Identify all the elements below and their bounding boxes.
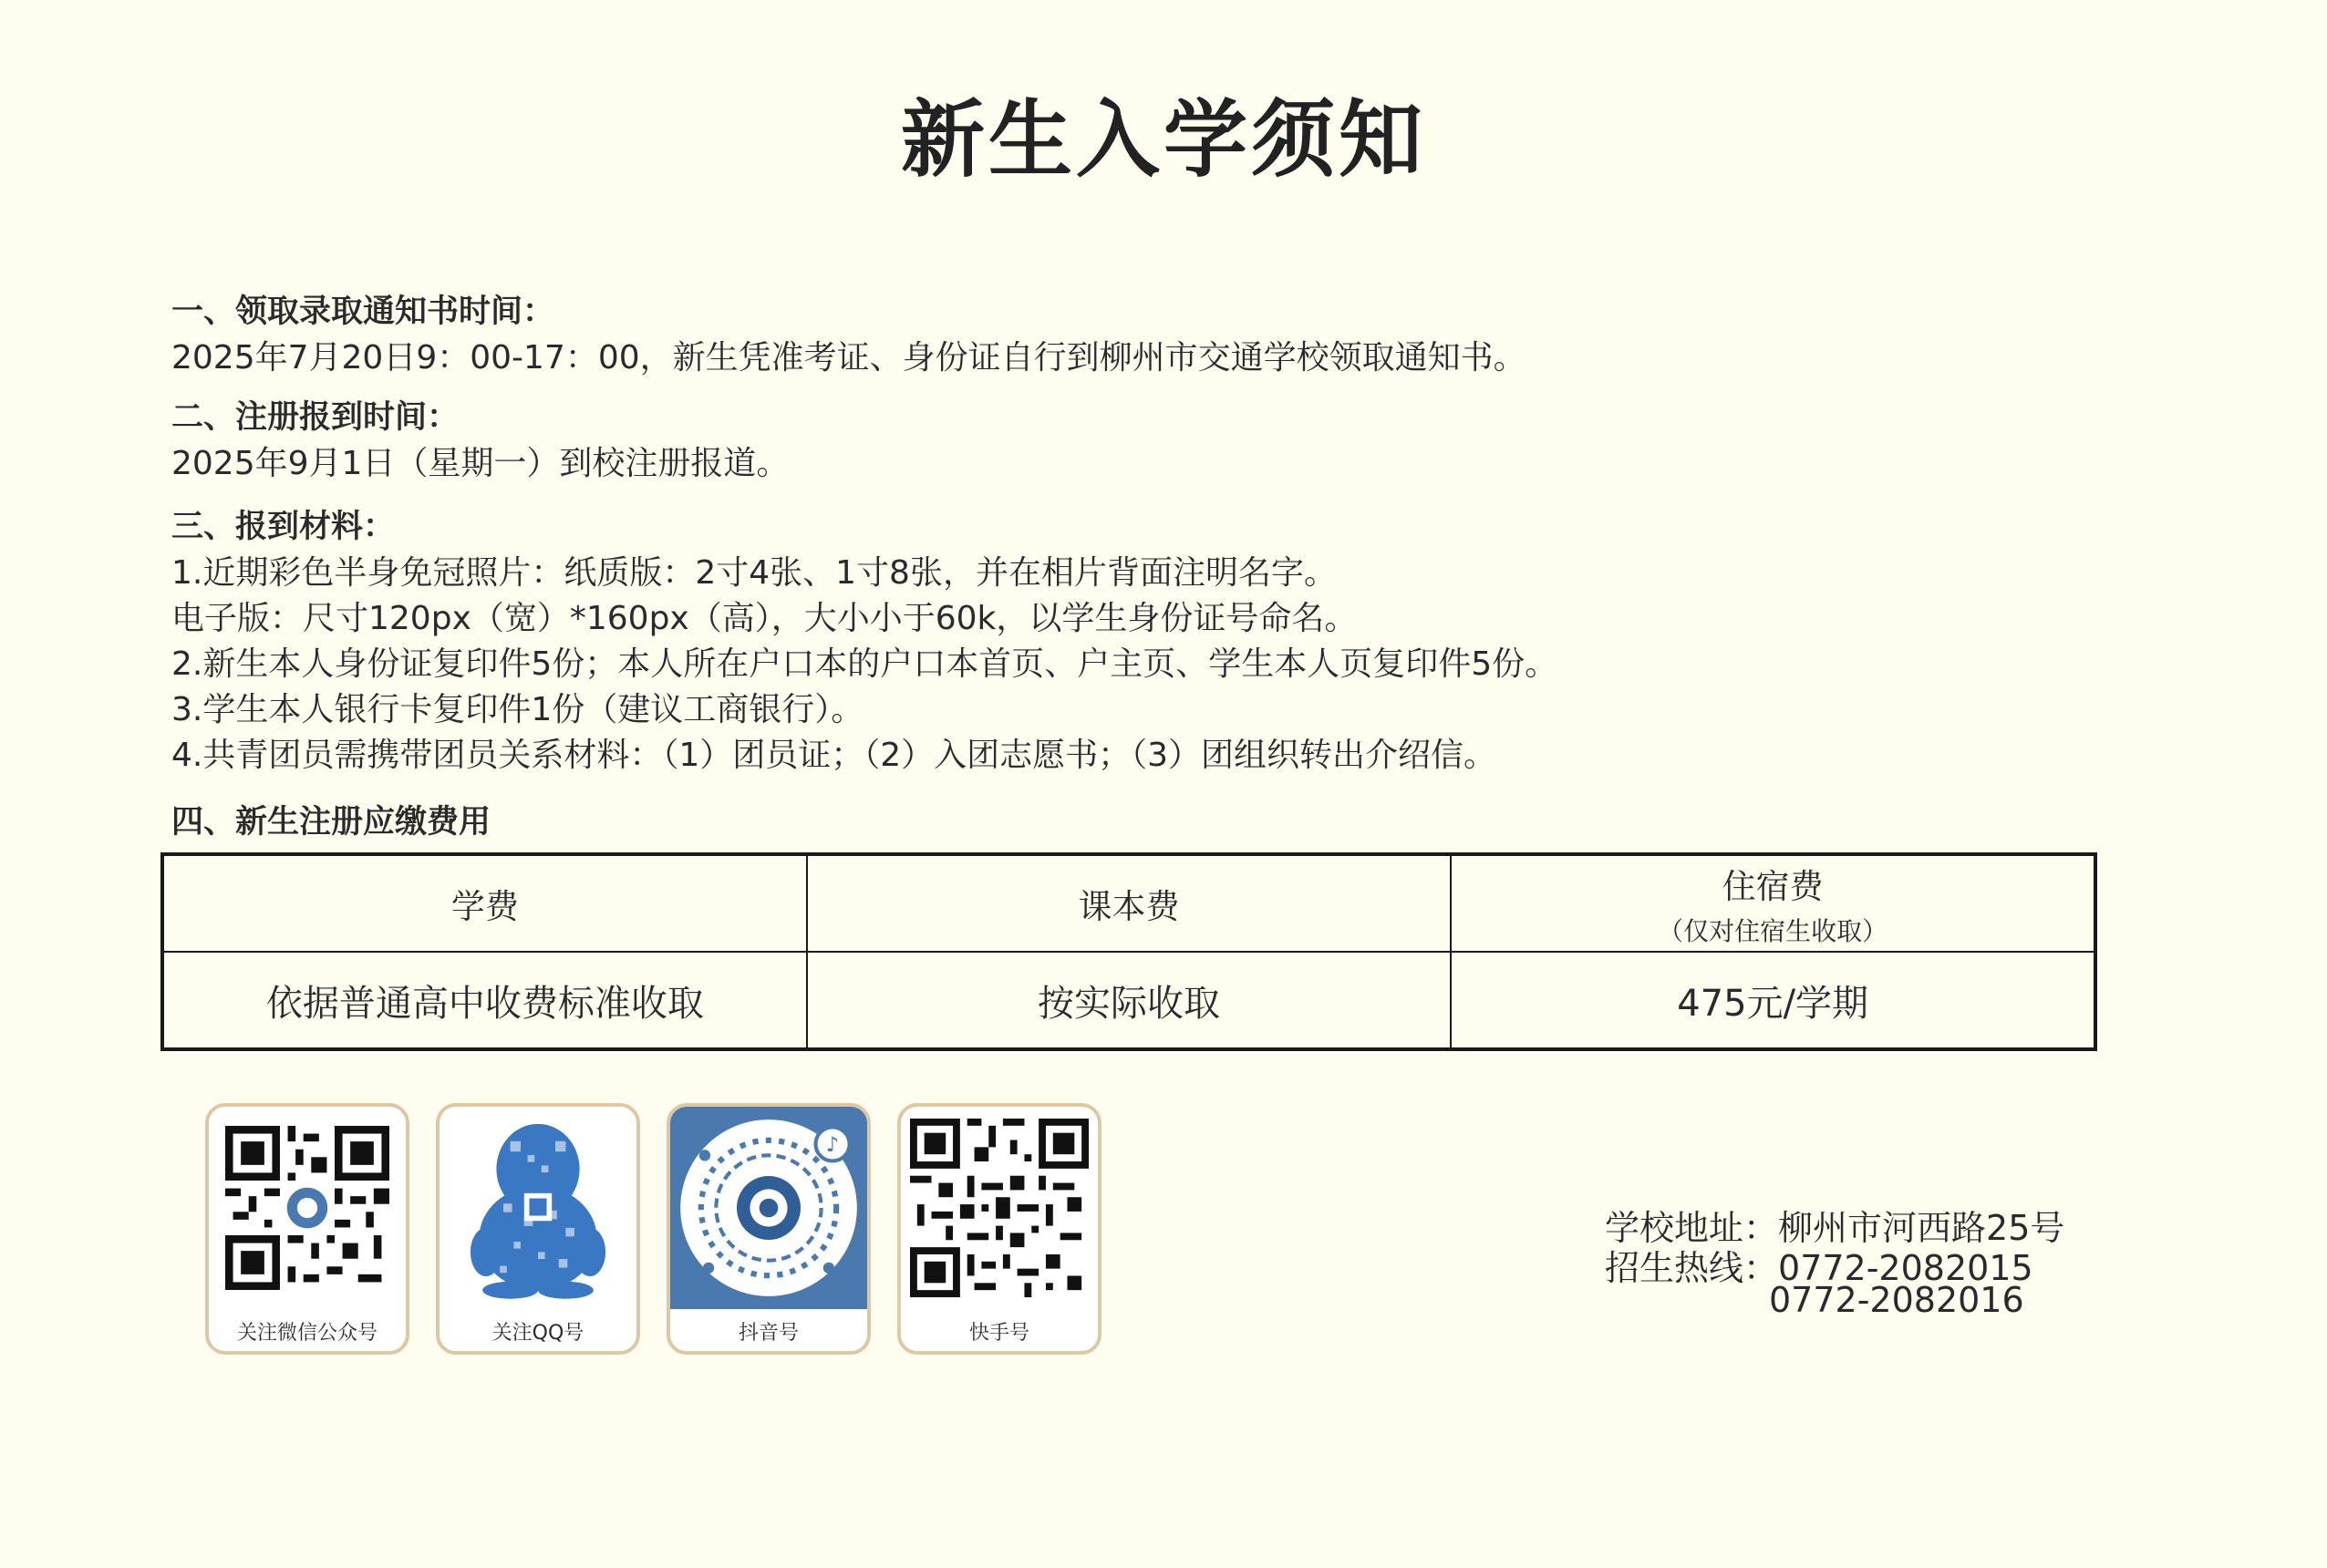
section-line: 3.学生本人银行卡复印件1份（建议工商银行）。 [171, 691, 864, 728]
fee-header-accommodation [1451, 854, 2095, 952]
section-heading-fees: 四、新生注册应缴费用 [171, 804, 491, 841]
svg-text:♪: ♪ [825, 1133, 840, 1158]
section-line: 2025年7月20日9：00-17：00，新生凭准考证、身份证自行到柳州市交通学校领取通知书。 [171, 339, 1526, 377]
qr-label-douyin: 抖音号 [738, 1322, 799, 1345]
section-heading-registration-time: 二、注册报到时间： [171, 399, 460, 436]
address-label: 学校地址： [1605, 1208, 1779, 1248]
hotline-phone-1[interactable]: 0772-2082015 [1778, 1248, 2033, 1288]
qr-label-qq: 关注QQ号 [491, 1322, 584, 1345]
qr-card-douyin[interactable] [667, 1103, 871, 1355]
section-line: 2.新生本人身份证复印件5份；本人所在户口本的户口本首页、户主页、学生本人页复印件5份。 [171, 645, 1558, 683]
fee-cell-tuition: 依据普通高中收费标准收取 [162, 952, 807, 1049]
qr-card-wechat[interactable] [205, 1103, 409, 1355]
section-line: 1.近期彩色半身免冠照片：纸质版：2寸4张、1寸8张，并在相片背面注明名字。 [171, 554, 1337, 592]
fee-cell-textbook: 按实际收取 [807, 952, 1452, 1049]
fee-header-accommodation-label: 住宿费 [1722, 867, 1824, 906]
fee-header-textbook: 课本费 [807, 854, 1452, 952]
qr-card-kuaishou[interactable] [897, 1103, 1101, 1355]
section-line: 电子版：尺寸120px（宽）*160px（高），大小小于60k，以学生身份证号命名。 [171, 600, 1358, 637]
kuaishou-qr-icon [901, 1107, 1098, 1309]
fee-header-tuition: 学费 [162, 854, 807, 952]
wechat-qr-icon [209, 1107, 406, 1309]
section-heading-admission-letter: 一、领取录取通知书时间： [171, 294, 555, 330]
section-line: 2025年9月1日（星期一）到校注册报道。 [171, 445, 790, 482]
address-value: 柳州市河西路25号 [1778, 1208, 2065, 1248]
fee-table-header-row [162, 854, 2095, 952]
hotline-phone-2[interactable]: 0772-2082016 [1769, 1280, 2024, 1320]
fee-table [160, 852, 2097, 1051]
qq-qr-icon [440, 1107, 636, 1309]
section-heading-materials: 三、报到材料： [171, 509, 396, 545]
qr-card-qq[interactable] [436, 1103, 640, 1355]
qr-label-kuaishou: 快手号 [968, 1322, 1029, 1345]
fee-cell-accommodation: 475元/学期 [1451, 952, 2095, 1049]
fee-header-accommodation-note: （仅对住宿生收取） [1658, 916, 1888, 946]
section-line: 4.共青团员需携带团员关系材料：（1）团员证；（2）入团志愿书；（3）团组织转出介绍信。 [171, 737, 1497, 774]
fee-table-row [162, 952, 2095, 1049]
hotline-label: 招生热线： [1605, 1248, 1779, 1288]
qr-label-wechat: 关注微信公众号 [236, 1322, 377, 1345]
douyin-qr-icon [670, 1107, 867, 1309]
page-title: 新生入学须知 [900, 90, 1426, 189]
